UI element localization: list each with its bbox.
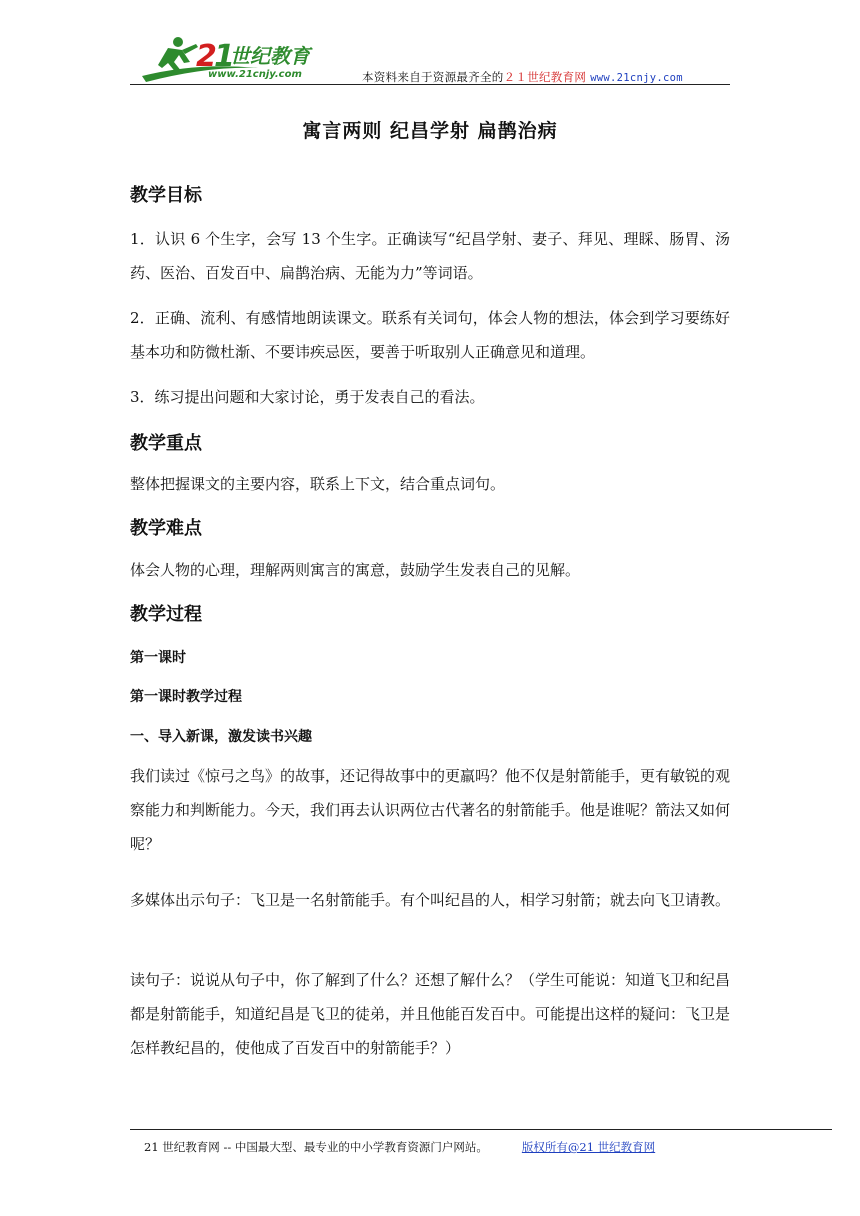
key-points-text: 整体把握课文的主要内容，联系上下文，结合重点词句。	[130, 475, 506, 493]
body-paragraph-2: 多媒体出示句子：飞卫是一名射箭能手。有个叫纪昌的人，相学习射箭；就去向飞卫请教。	[130, 891, 731, 909]
document-title: 寓言两则 纪昌学射 扁鹊治病	[302, 120, 558, 142]
goal-item-1: 1．认识 6 个生字，会写 13 个生字。正确读写“纪昌学射、妻子、拜见、理睬、肠胃、汤药、医治、百发百中、扁鹊治病、无能为力”等词语。	[130, 230, 730, 282]
body-paragraph-1: 我们读过《惊弓之鸟》的故事，还记得故事中的更羸吗？他不仅是射箭能手，更有敏锐的观察能力和判断能力。今天，我们再去认识两位古代著名的射箭能手。他是谁呢？箭法又如何呢？	[130, 767, 731, 853]
page-header	[130, 32, 730, 84]
svg-text:1: 1	[214, 39, 235, 74]
footer-divider	[130, 1129, 832, 1130]
heading-difficulties: 教学难点	[130, 518, 202, 539]
lesson-process-label: 第一课时教学过程	[130, 689, 242, 705]
header-tagline	[362, 69, 683, 85]
goal-item-2: 2．正确、流利、有感情地朗读课文。联系有关词句，体会人物的想法，体会到学习要练好基本功和防微杜渐、不要讳疾忌医，要善于听取别人正确意见和道理。	[130, 309, 730, 361]
tagline-brand: ２１世纪教育网	[503, 70, 587, 84]
body-paragraph-3: 读句子：说说从句子中，你了解到了什么？还想了解什么？（学生可能说：知道飞卫和纪昌都是射箭能手，知道纪昌是飞卫的徒弟，并且他能百发百中。可能提出这样的疑问：飞卫是怎样教纪昌的，使他成了百发百中的射箭能手？）	[130, 971, 731, 1057]
footer-text: 21 世纪教育网 -- 中国最大型、最专业的中小学教育资源门户网站。	[144, 1140, 488, 1154]
lesson-label: 第一课时	[130, 650, 186, 666]
tagline-prefix: 本资料来自于资源最齐全的	[362, 70, 504, 84]
svg-text:2: 2	[196, 39, 217, 74]
footer-rights-link[interactable]: 版权所有@21 世纪教育网	[521, 1140, 656, 1154]
header-divider	[130, 84, 730, 85]
runner-logo-icon	[138, 32, 348, 84]
heading-process: 教学过程	[130, 604, 202, 625]
step-title: 一、导入新课，激发读书兴趣	[130, 729, 312, 745]
tagline-url-link[interactable]: www.21cnjy.com	[590, 72, 683, 84]
site-logo[interactable]	[138, 32, 348, 84]
svg-text:世纪教育: 世纪教育	[230, 44, 310, 68]
svg-text:www.21cnjy.com: www.21cnjy.com	[208, 69, 302, 80]
heading-goals: 教学目标	[130, 185, 202, 206]
page-footer	[144, 1139, 655, 1155]
difficulties-text: 体会人物的心理，理解两则寓言的寓意，鼓励学生发表自己的见解。	[130, 561, 581, 579]
heading-key-points: 教学重点	[130, 433, 202, 454]
goal-item-3: 3．练习提出问题和大家讨论，勇于发表自己的看法。	[130, 388, 485, 406]
